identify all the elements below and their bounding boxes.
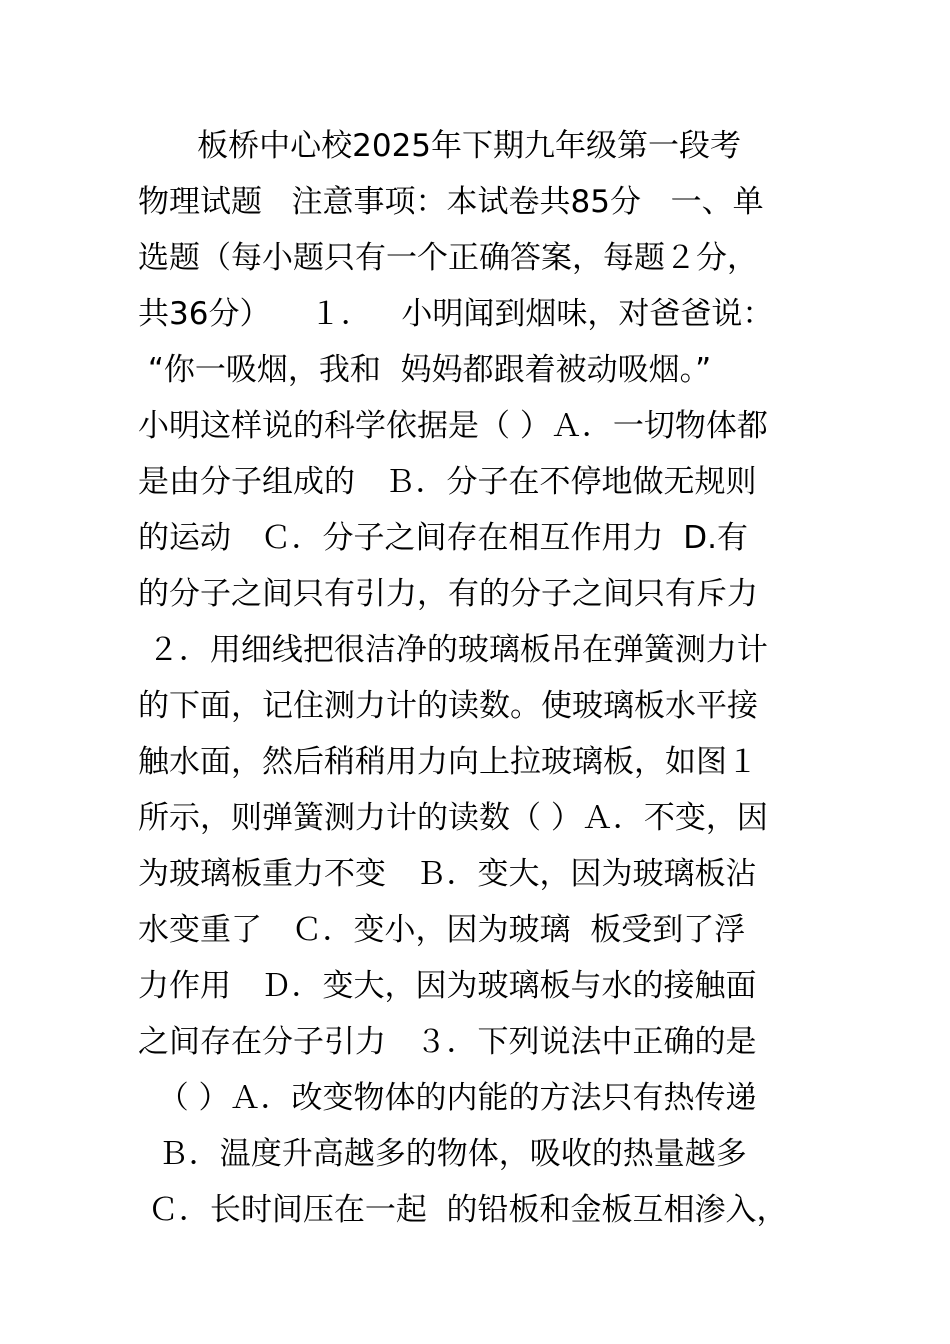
text-line-15: 水变重了 Ｃ．变小，因为玻璃 板受到了浮	[138, 912, 746, 948]
text-line-1: 板桥中心校2025年下期九年级第一段考	[138, 128, 742, 164]
text-line-18: （ ）Ａ．改变物体的内能的方法只有热传递	[138, 1080, 757, 1116]
text-line-16: 力作用 Ｄ．变大，因为玻璃板与水的接触面	[138, 968, 757, 1004]
text-line-17: 之间存在分子引力 ３．下列说法中正确的是	[138, 1024, 757, 1060]
text-line-12: 触水面，然后稍稍用力向上拉玻璃板，如图１	[138, 744, 758, 780]
text-line-6: 小明这样说的科学依据是（ ）Ａ．一切物体都	[138, 408, 768, 444]
text-line-5: “你一吸烟，我和 妈妈都跟着被动吸烟。”	[138, 352, 712, 388]
text-line-19: Ｂ．温度升高越多的物体，吸收的热量越多	[138, 1136, 747, 1172]
text-line-7: 是由分子组成的 Ｂ．分子在不停地做无规则	[138, 464, 757, 500]
text-line-13: 所示，则弹簧测力计的读数（ ）Ａ．不变，因	[138, 800, 768, 836]
text-line-11: 的下面，记住测力计的读数。使玻璃板水平接	[138, 688, 758, 724]
text-line-9: 的分子之间只有引力，有的分子之间只有斥力	[138, 576, 758, 612]
text-line-8: 的运动 Ｃ．分子之间存在相互作用力 D.有	[138, 520, 748, 556]
text-line-4: 共36分） １． 小明闻到烟味，对爸爸说：	[138, 296, 774, 332]
text-line-14: 为玻璃板重力不变 Ｂ．变大，因为玻璃板沾	[138, 856, 757, 892]
text-line-10: ２．用细线把很洁净的玻璃板吊在弹簧测力计	[138, 632, 768, 668]
text-line-2: 物理试题 注意事项：本试卷共85分 一、单	[138, 184, 764, 220]
text-line-20: Ｃ．长时间压在一起 的铅板和金板互相渗入，	[138, 1192, 788, 1228]
text-line-3: 选题（每小题只有一个正确答案，每题２分，	[138, 240, 758, 276]
